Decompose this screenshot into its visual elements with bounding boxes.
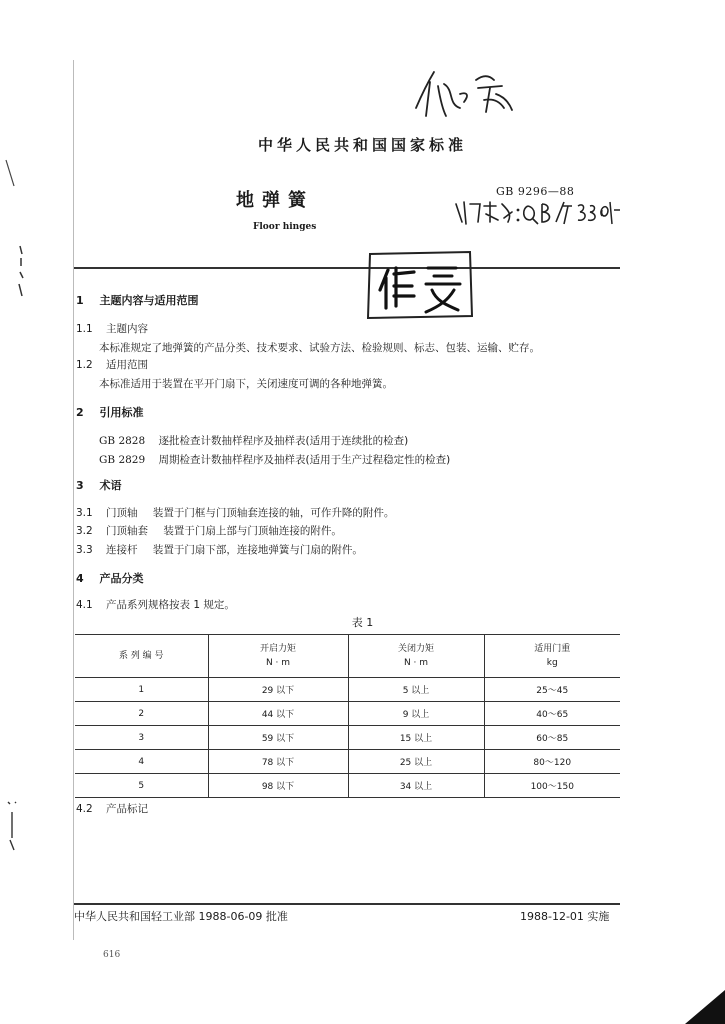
header-closing-torque: 关闭力矩 N · m	[348, 635, 484, 678]
void-stamp	[366, 250, 476, 320]
scan-margin-marks	[0, 150, 40, 870]
table-cell: 25 以上	[348, 750, 484, 774]
section-number: 4	[76, 572, 84, 585]
section-1-2-heading	[76, 357, 148, 372]
header-series-no: 系 列 编 号	[75, 635, 208, 678]
table-header-row	[75, 635, 620, 678]
term-name: 门顶轴	[106, 507, 138, 519]
footer-rule	[74, 903, 620, 905]
table-cell: 5	[75, 774, 208, 798]
section-4-1	[76, 597, 235, 612]
section-title: 主题内容与适用范围	[99, 294, 199, 307]
term-definition: 装置于门框与门顶轴套连接的轴，可作升降的附件。	[152, 507, 395, 519]
section-2-heading	[76, 404, 144, 420]
document-title: 地弹簧	[236, 190, 314, 211]
table-cell: 34 以上	[348, 774, 484, 798]
section-1-heading	[76, 292, 199, 308]
table-row	[75, 750, 620, 774]
handwritten-signature	[404, 64, 524, 124]
table-row	[75, 702, 620, 726]
table-cell: 98 以下	[208, 774, 348, 798]
document-title-en: Floor hinges	[253, 222, 317, 232]
section-text: 产品系列规格按表 1 规定。	[106, 599, 235, 611]
term-definition: 装置于门扇下部，连接地弹簧与门扇的附件。	[152, 544, 363, 556]
reference-1	[99, 433, 408, 448]
term-number: 3.2	[76, 525, 93, 537]
section-title: 引用标准	[99, 406, 144, 419]
reference-code: GB 2829	[99, 454, 146, 466]
section-3-heading	[76, 477, 122, 493]
section-4-2	[76, 801, 148, 816]
table-cell: 59 以下	[208, 726, 348, 750]
section-title: 主题内容	[106, 323, 149, 335]
page-number: 616	[103, 950, 121, 960]
table-row	[75, 774, 620, 798]
table-cell: 4	[75, 750, 208, 774]
table-cell: 5 以上	[348, 678, 484, 702]
table-cell: 25～45	[484, 678, 620, 702]
section-title: 适用范围	[106, 359, 149, 371]
reference-description: 周期检查计数抽样程序及抽样表(适用于生产过程稳定性的检查)	[158, 454, 451, 466]
section-number: 1.1	[76, 323, 93, 335]
section-number: 3	[76, 479, 84, 492]
table-cell: 44 以下	[208, 702, 348, 726]
term-3-3	[76, 542, 363, 557]
section-1-1-heading	[76, 321, 148, 336]
section-number: 1	[76, 294, 84, 307]
term-3-1	[76, 505, 394, 520]
corner-fold-mark	[685, 990, 725, 1024]
handwritten-adjustment-note	[452, 196, 622, 230]
table-row	[75, 678, 620, 702]
section-1-2-text: 本标准适用于装置在平开门扇下，关闭速度可调的各种地弹簧。	[99, 378, 393, 390]
header-opening-torque: 开启力矩 N · m	[208, 635, 348, 678]
section-number: 1.2	[76, 359, 93, 371]
approval-line: 中华人民共和国轻工业部 1988-06-09 批准	[74, 910, 288, 923]
section-4-heading	[76, 570, 144, 586]
table-caption: 表 1	[351, 616, 374, 629]
term-name: 连接杆	[106, 544, 138, 556]
table-cell: 78 以下	[208, 750, 348, 774]
section-title: 术语	[99, 479, 122, 492]
section-1-1-text: 本标准规定了地弹簧的产品分类、技术要求、试验方法、检验规则、标志、包装、运输、贮存。	[99, 342, 540, 354]
table-cell: 80～120	[484, 750, 620, 774]
implementation-line: 1988-12-01 实施	[520, 910, 610, 923]
term-number: 3.3	[76, 544, 93, 556]
section-number: 4.2	[76, 803, 93, 815]
left-margin-line	[73, 60, 74, 940]
table-row	[75, 726, 620, 750]
table-cell: 100～150	[484, 774, 620, 798]
term-name: 门顶轴套	[106, 525, 149, 537]
section-number: 2	[76, 406, 84, 419]
table-cell: 40～65	[484, 702, 620, 726]
table-cell: 29 以下	[208, 678, 348, 702]
term-definition: 装置于门扇上部与门顶轴连接的附件。	[163, 525, 342, 537]
section-title: 产品分类	[99, 572, 144, 585]
reference-2	[99, 452, 450, 467]
table-cell: 15 以上	[348, 726, 484, 750]
table-cell: 2	[75, 702, 208, 726]
reference-description: 逐批检查计数抽样程序及抽样表(适用于连续批的检查)	[158, 435, 409, 447]
header-rule	[74, 267, 620, 269]
section-title: 产品标记	[106, 803, 149, 815]
header-door-weight: 适用门重 kg	[484, 635, 620, 678]
reference-code: GB 2828	[99, 435, 146, 447]
table-cell: 60～85	[484, 726, 620, 750]
spec-table	[75, 634, 620, 798]
table-cell: 3	[75, 726, 208, 750]
national-standard-heading: 中华人民共和国国家标准	[257, 136, 467, 154]
term-number: 3.1	[76, 507, 93, 519]
standard-number: GB 9296—88	[496, 185, 575, 198]
table-cell: 1	[75, 678, 208, 702]
section-number: 4.1	[76, 599, 93, 611]
term-3-2	[76, 523, 342, 538]
table-cell: 9 以上	[348, 702, 484, 726]
